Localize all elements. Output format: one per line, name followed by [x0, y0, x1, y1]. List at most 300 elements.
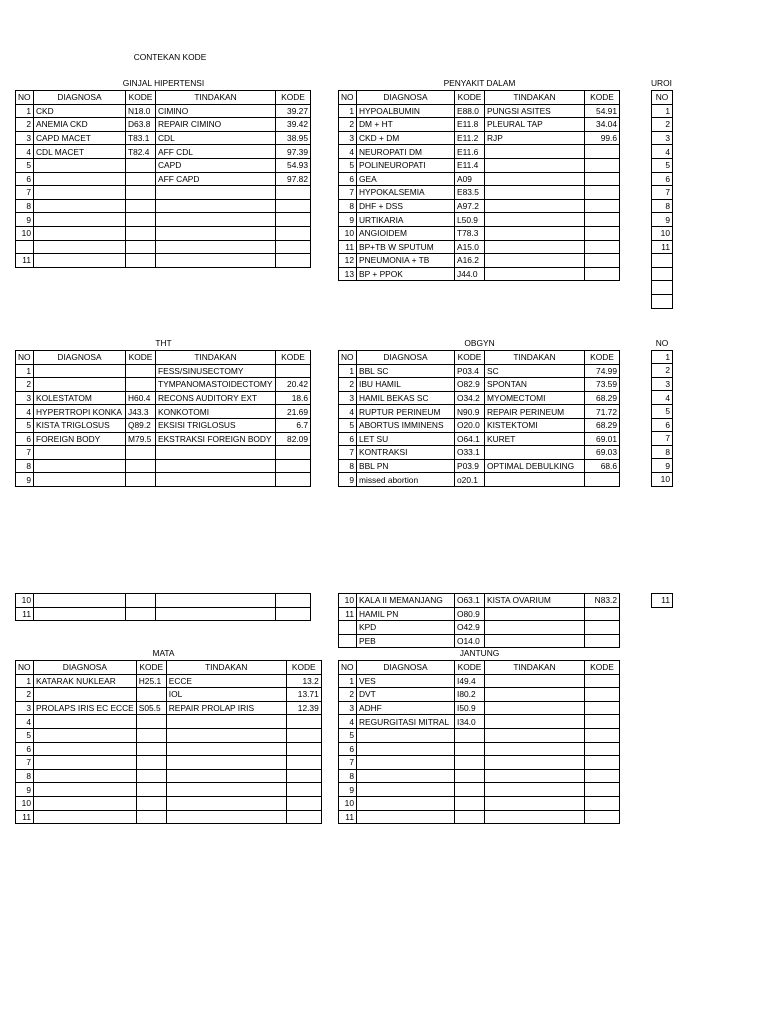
tindakan-cell [485, 769, 585, 783]
table-header-row [652, 337, 673, 350]
tindakan-cell [156, 199, 276, 213]
no-cell: 4 [16, 405, 34, 419]
diagnosa-cell: FOREIGN BODY [34, 432, 126, 446]
kode2-cell [585, 688, 620, 702]
no-cell: 9 [339, 783, 357, 797]
tindakan-cell [485, 701, 585, 715]
kode-cell [455, 756, 485, 770]
kode-cell: P03.4 [455, 364, 485, 378]
kode2-cell: 20.42 [276, 378, 311, 392]
diagnosa-cell: HYPOKALSEMIA [357, 186, 455, 200]
table-row [652, 145, 673, 159]
kode2-cell [286, 756, 321, 770]
tindakan-cell: KISTA OVARIUM [485, 594, 585, 608]
no-cell: 11 [16, 810, 34, 824]
diagnosa-cell [357, 810, 455, 824]
no-cell: 1 [339, 674, 357, 688]
tindakan-cell [485, 226, 585, 240]
kode-cell [455, 810, 485, 824]
diagnosa-cell [34, 213, 126, 227]
no-cell: 6 [339, 432, 357, 446]
table-ginjal [15, 90, 311, 268]
diagnosa-cell [34, 742, 137, 756]
kode2-cell [585, 621, 620, 635]
kode2-cell [286, 715, 321, 729]
kode-cell: S05.5 [136, 701, 166, 715]
table-row [339, 621, 620, 635]
tindakan-cell [485, 213, 585, 227]
kode2-cell: 68.6 [585, 459, 620, 473]
table-row [339, 446, 620, 460]
table-row [16, 459, 311, 473]
column-header-tindakan: TINDAKAN [485, 91, 585, 105]
column-header-tindakan: TINDAKAN [156, 91, 276, 105]
tindakan-cell [485, 634, 585, 648]
kode-cell [126, 446, 156, 460]
kode-cell: O20.0 [455, 418, 485, 432]
no-cell: 6 [339, 742, 357, 756]
kode2-cell: 69.03 [585, 446, 620, 460]
kode2-cell [276, 594, 311, 608]
no-cell: 6 [652, 172, 673, 186]
table-row [16, 172, 311, 186]
column-header-kode2: KODE [585, 661, 620, 675]
no-cell: 4 [339, 715, 357, 729]
no-cell: 8 [339, 199, 357, 213]
kode-cell [126, 473, 156, 487]
no-cell: 7 [16, 446, 34, 460]
diagnosa-cell: BP + PPOK [357, 267, 455, 281]
table-row [339, 607, 620, 621]
section-title-obgyn: OBGYN [464, 338, 495, 348]
kode-cell: E11.4 [455, 158, 485, 172]
kode2-cell: 82.09 [276, 432, 311, 446]
tindakan-cell: PLEURAL TAP [485, 118, 585, 132]
kode-cell [455, 769, 485, 783]
tindakan-cell [166, 742, 286, 756]
table-row [16, 594, 311, 608]
kode2-cell: 99.6 [585, 131, 620, 145]
tindakan-cell [166, 783, 286, 797]
diagnosa-cell: KISTA TRIGLOSUS [34, 418, 126, 432]
no-cell: 5 [339, 158, 357, 172]
kode2-cell [585, 796, 620, 810]
table-row [339, 634, 620, 648]
no-cell: 9 [16, 473, 34, 487]
kode2-cell [276, 199, 311, 213]
no-cell [652, 254, 673, 268]
kode-cell: E11.6 [455, 145, 485, 159]
table-row [16, 364, 311, 378]
table-header-row [16, 351, 311, 365]
kode-cell [126, 226, 156, 240]
table-row [652, 472, 673, 486]
kode2-cell: 39.42 [276, 118, 311, 132]
table-row [16, 226, 311, 240]
no-cell: 11 [339, 240, 357, 254]
no-cell: 10 [652, 472, 673, 486]
no-cell: 10 [339, 594, 357, 608]
tindakan-cell [485, 186, 585, 200]
column-header-kode2: KODE [286, 661, 321, 675]
kode-cell: A15.0 [455, 240, 485, 254]
diagnosa-cell: PROLAPS IRIS EC ECCE [34, 701, 137, 715]
table-row [16, 796, 322, 810]
no-cell: 10 [339, 796, 357, 810]
tindakan-cell: RJP [485, 131, 585, 145]
table-row [339, 701, 620, 715]
table-row [652, 432, 673, 446]
table-row [339, 186, 620, 200]
no-cell: 2 [652, 364, 673, 378]
tindakan-cell: PUNGSI ASITES [485, 104, 585, 118]
no-cell: 8 [652, 445, 673, 459]
column-header-no: NO [339, 91, 357, 105]
diagnosa-cell [34, 810, 137, 824]
kode2-cell [585, 473, 620, 487]
table-row [16, 756, 322, 770]
table-row [339, 769, 620, 783]
table-row [339, 756, 620, 770]
kode-cell [136, 742, 166, 756]
no-cell: 13 [339, 267, 357, 281]
table-row [652, 350, 673, 364]
kode2-cell [585, 715, 620, 729]
diagnosa-cell [357, 742, 455, 756]
section-title-mata: MATA [152, 648, 175, 658]
column-header-no: NO [16, 91, 34, 105]
table-row [652, 267, 673, 281]
tindakan-cell: AFF CAPD [156, 172, 276, 186]
kode2-cell: 34.04 [585, 118, 620, 132]
diagnosa-cell [34, 756, 137, 770]
kode-cell: O64.1 [455, 432, 485, 446]
kode2-cell [276, 226, 311, 240]
table-row [339, 118, 620, 132]
kode-cell [126, 594, 156, 608]
diagnosa-cell: BBL PN [357, 459, 455, 473]
no-cell: 1 [652, 350, 673, 364]
kode2-cell: 54.93 [276, 158, 311, 172]
tindakan-cell: CDL [156, 131, 276, 145]
diagnosa-cell [34, 226, 126, 240]
column-header-no: NO [339, 351, 357, 365]
tindakan-cell [156, 240, 276, 254]
no-cell: 2 [339, 378, 357, 392]
kode-cell [455, 742, 485, 756]
column-header-diagnosa: DIAGNOSA [34, 91, 126, 105]
diagnosa-cell: HAMIL PN [357, 607, 455, 621]
kode2-cell [585, 769, 620, 783]
diagnosa-cell [357, 783, 455, 797]
diagnosa-cell [357, 728, 455, 742]
tindakan-cell [485, 728, 585, 742]
table-row [16, 701, 322, 715]
kode-cell: I34.0 [455, 715, 485, 729]
no-cell: 6 [16, 742, 34, 756]
column-header-diagnosa: DIAGNOSA [34, 661, 137, 675]
table-row [339, 459, 620, 473]
kode-cell: O34.2 [455, 391, 485, 405]
kode2-cell: 12.39 [286, 701, 321, 715]
kode-cell [126, 199, 156, 213]
kode2-cell: 68.29 [585, 418, 620, 432]
table-row [16, 186, 311, 200]
kode-cell: O82.9 [455, 378, 485, 392]
section-title-tht: THT [155, 338, 172, 348]
diagnosa-cell: missed abortion [357, 473, 455, 487]
table-mata [15, 660, 322, 824]
no-cell: 9 [16, 213, 34, 227]
no-cell: 11 [339, 810, 357, 824]
tindakan-cell [166, 715, 286, 729]
no-cell: 3 [652, 131, 673, 145]
table-row [652, 294, 673, 308]
no-cell: 3 [339, 131, 357, 145]
table-row [339, 715, 620, 729]
diagnosa-cell: NEUROPATI DM [357, 145, 455, 159]
diagnosa-cell: DVT [357, 688, 455, 702]
kode-cell: J44.0 [455, 267, 485, 281]
table-row [339, 783, 620, 797]
column-header-no: NO [16, 351, 34, 365]
table-row [652, 104, 673, 118]
kode-cell: A16.2 [455, 254, 485, 268]
no-cell [339, 634, 357, 648]
tindakan-cell: IOL [166, 688, 286, 702]
kode2-cell [585, 254, 620, 268]
kode2-cell: 69.01 [585, 432, 620, 446]
kode-cell: O80.9 [455, 607, 485, 621]
kode2-cell [585, 810, 620, 824]
table-uro [651, 90, 673, 309]
table-row [339, 674, 620, 688]
no-cell: 9 [16, 783, 34, 797]
kode2-cell [585, 607, 620, 621]
tindakan-cell: REPAIR CIMINO [156, 118, 276, 132]
tindakan-cell [485, 783, 585, 797]
diagnosa-cell [34, 715, 137, 729]
table-row [339, 158, 620, 172]
no-cell: 4 [652, 145, 673, 159]
no-cell: 7 [339, 446, 357, 460]
tindakan-cell [485, 715, 585, 729]
table-row [16, 810, 322, 824]
kode2-cell [276, 459, 311, 473]
no-cell: 2 [339, 118, 357, 132]
table-row [16, 104, 311, 118]
tindakan-cell [156, 226, 276, 240]
tindakan-cell [485, 254, 585, 268]
no-cell: 8 [16, 199, 34, 213]
no-cell: 3 [16, 701, 34, 715]
kode2-cell: 74.99 [585, 364, 620, 378]
kode2-cell: 38.95 [276, 131, 311, 145]
table-row [16, 742, 322, 756]
diagnosa-cell [34, 446, 126, 460]
table-tht-bottom [15, 593, 311, 621]
no-cell: 1 [16, 104, 34, 118]
tindakan-cell [485, 688, 585, 702]
kode-cell: O33.1 [455, 446, 485, 460]
diagnosa-cell [34, 378, 126, 392]
diagnosa-cell [34, 172, 126, 186]
table-row [16, 674, 322, 688]
tindakan-cell [485, 674, 585, 688]
diagnosa-cell [34, 607, 126, 621]
tindakan-cell [485, 145, 585, 159]
table-right-no-bottom [651, 593, 673, 608]
no-cell: 2 [16, 688, 34, 702]
column-header-kode2: KODE [585, 91, 620, 105]
no-cell [652, 267, 673, 281]
table-row [652, 254, 673, 268]
diagnosa-cell: PEB [357, 634, 455, 648]
tindakan-cell: KISTEKTOMI [485, 418, 585, 432]
tindakan-cell: MYOMECTOMI [485, 391, 585, 405]
table-row [339, 391, 620, 405]
tindakan-cell: KURET [485, 432, 585, 446]
kode-cell [136, 810, 166, 824]
tindakan-cell [485, 473, 585, 487]
table-row [16, 418, 311, 432]
diagnosa-cell [34, 459, 126, 473]
diagnosa-cell [34, 473, 126, 487]
tindakan-cell [156, 607, 276, 621]
table-jantung [338, 660, 620, 824]
section-title-ginjal: GINJAL HIPERTENSI [122, 78, 205, 88]
table-row [16, 473, 311, 487]
tindakan-cell: CAPD [156, 158, 276, 172]
table-row [652, 186, 673, 200]
diagnosa-cell: ANEMIA CKD [34, 118, 126, 132]
no-cell: 7 [652, 432, 673, 446]
no-cell: 7 [339, 186, 357, 200]
kode-cell: H25.1 [136, 674, 166, 688]
no-cell: 8 [16, 769, 34, 783]
diagnosa-cell [34, 796, 137, 810]
kode-cell: o20.1 [455, 473, 485, 487]
table-row [16, 769, 322, 783]
table-row [16, 405, 311, 419]
diagnosa-cell: KALA II MEMANJANG [357, 594, 455, 608]
tindakan-cell [166, 756, 286, 770]
table-row [339, 796, 620, 810]
kode2-cell [585, 199, 620, 213]
kode-cell [136, 783, 166, 797]
table-row [16, 783, 322, 797]
kode-cell [455, 796, 485, 810]
diagnosa-cell: DHF + DSS [357, 199, 455, 213]
tindakan-cell: RECONS AUDITORY EXT [156, 391, 276, 405]
column-header-kode: KODE [455, 91, 485, 105]
no-cell: 8 [339, 769, 357, 783]
column-header-no: NO [655, 338, 669, 349]
tindakan-cell [485, 756, 585, 770]
diagnosa-cell [357, 769, 455, 783]
tindakan-cell [485, 742, 585, 756]
tindakan-cell [485, 796, 585, 810]
kode-cell: A09 [455, 172, 485, 186]
no-cell: 10 [16, 594, 34, 608]
kode2-cell [585, 186, 620, 200]
no-cell: 2 [339, 688, 357, 702]
column-header-diagnosa: DIAGNOSA [357, 661, 455, 675]
column-header-diagnosa: DIAGNOSA [357, 351, 455, 365]
tindakan-cell [156, 213, 276, 227]
table-row [16, 715, 322, 729]
no-cell: 4 [339, 145, 357, 159]
no-cell: 10 [652, 226, 673, 240]
kode-cell: M79.5 [126, 432, 156, 446]
kode2-cell: 71.72 [585, 405, 620, 419]
no-cell: 6 [339, 172, 357, 186]
no-cell: 6 [652, 418, 673, 432]
kode2-cell: 39.27 [276, 104, 311, 118]
table-row [652, 445, 673, 459]
table-header-row [339, 91, 620, 105]
kode-cell: E11.8 [455, 118, 485, 132]
table-header-row [652, 91, 673, 105]
no-cell: 5 [16, 158, 34, 172]
diagnosa-cell: GEA [357, 172, 455, 186]
kode2-cell [276, 240, 311, 254]
table-row [339, 594, 620, 608]
no-cell: 5 [339, 418, 357, 432]
table-row [339, 432, 620, 446]
diagnosa-cell: PNEUMONIA + TB [357, 254, 455, 268]
column-header-tindakan: TINDAKAN [156, 351, 276, 365]
no-cell: 9 [339, 473, 357, 487]
diagnosa-cell [34, 594, 126, 608]
no-cell: 8 [652, 199, 673, 213]
table-row [16, 145, 311, 159]
diagnosa-cell [34, 783, 137, 797]
kode2-cell: 13.2 [286, 674, 321, 688]
tindakan-cell: SPONTAN [485, 378, 585, 392]
no-cell: 3 [16, 131, 34, 145]
table-row [339, 213, 620, 227]
tindakan-cell [156, 254, 276, 268]
kode2-cell [585, 267, 620, 281]
diagnosa-cell: URTIKARIA [357, 213, 455, 227]
diagnosa-cell: KONTRAKSI [357, 446, 455, 460]
kode2-cell [585, 634, 620, 648]
column-header-tindakan: TINDAKAN [485, 661, 585, 675]
table-row [16, 378, 311, 392]
diagnosa-cell [34, 199, 126, 213]
no-cell: 6 [16, 432, 34, 446]
kode-cell: E11.2 [455, 131, 485, 145]
no-cell: 11 [16, 254, 34, 268]
tindakan-cell: SC [485, 364, 585, 378]
section-title-penyakit-dalam: PENYAKIT DALAM [443, 78, 516, 88]
no-cell: 7 [652, 186, 673, 200]
tindakan-cell [156, 459, 276, 473]
diagnosa-cell: IBU HAMIL [357, 378, 455, 392]
no-cell: 7 [16, 756, 34, 770]
tindakan-cell: FESS/SINUSECTOMY [156, 364, 276, 378]
no-cell: 5 [339, 728, 357, 742]
table-row [16, 213, 311, 227]
kode2-cell [286, 742, 321, 756]
kode2-cell [276, 607, 311, 621]
table-penyakit-dalam [338, 90, 620, 281]
section-title-uro: UROI [651, 78, 672, 88]
tindakan-cell [485, 172, 585, 186]
kode-cell [126, 378, 156, 392]
table-tht [15, 350, 311, 487]
